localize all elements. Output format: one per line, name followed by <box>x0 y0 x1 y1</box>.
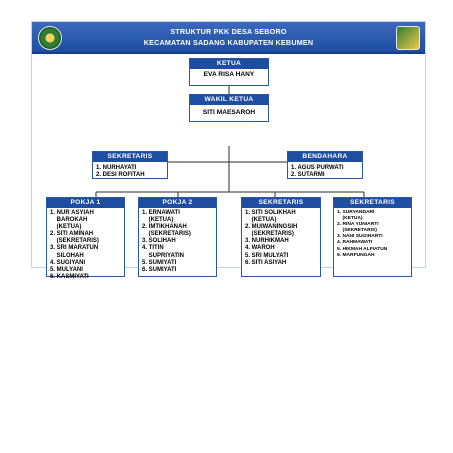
group-member: 1. NUR ASYIAH BAROKAH (KETUA) <box>50 210 94 231</box>
ketua-box <box>189 58 269 86</box>
group-member: 2. MUIWANINGSIH (SEKRETARIS) <box>245 224 298 238</box>
sekretaris-member: 2. DESI ROFITAH <box>96 172 145 179</box>
bendahara-member: 2. SUTARMI <box>291 172 325 179</box>
group-member-list <box>50 210 121 281</box>
group-member: 4. SUGIYANI <box>50 259 86 266</box>
group-member: 3. NURHIKMAH <box>245 238 289 245</box>
district-emblem-icon <box>38 26 62 50</box>
group-box-pokja-2 <box>138 197 217 277</box>
bendahara-box <box>287 151 363 179</box>
group-member: 2. IMTIKHANAH (SEKRETARIS) <box>142 224 191 238</box>
bendahara-member: 1. AGUS PURWATI <box>291 165 344 171</box>
group-member: 6. MARFUNGAH <box>337 252 375 258</box>
group-member: 5. SUMIYATI <box>142 259 177 266</box>
group-member: 4. WAROH <box>245 245 275 252</box>
org-chart-poster <box>31 21 426 280</box>
group-label: POKJA 1 <box>47 198 124 208</box>
chart-body <box>32 54 425 280</box>
group-member: 5. HIKMAH ALFIATUN <box>337 246 388 252</box>
chart-subtitle: KECAMATAN SADANG KABUPATEN KEBUMEN <box>143 38 314 47</box>
group-member: 6. SUMIYATI <box>142 266 177 273</box>
group-member-list <box>337 210 408 259</box>
ketua-label: KETUA <box>190 59 268 69</box>
group-member-list <box>245 210 317 267</box>
group-member: 6. KASMIYATI <box>50 273 89 280</box>
group-box-4 <box>333 197 412 277</box>
group-label: POKJA 2 <box>139 198 216 208</box>
group-member: 2. RINA YUNIARTI (SEKRETARIS) <box>337 222 379 234</box>
group-member: 1. ERNAWATI (KETUA) <box>142 210 180 224</box>
chart-title: STRUKTUR PKK DESA SEBORO <box>170 27 287 36</box>
sekretaris-list <box>96 165 164 179</box>
group-member-list <box>142 210 213 274</box>
group-member: 5. SRI MULYATI <box>245 252 289 259</box>
group-member: 3. SRI MARATUN SILOHAH <box>50 245 99 259</box>
wakil-ketua-label: WAKIL KETUA <box>190 95 268 105</box>
wakil-ketua-box <box>189 94 269 122</box>
pkk-logo-icon <box>396 26 420 50</box>
group-member: 6. SITI ASIYAH <box>245 259 287 266</box>
group-member: 1. SITI SOLIKHAH (KETUA) <box>245 210 296 224</box>
group-label: SEKRETARIS <box>242 198 320 208</box>
group-label: SEKRETARIS <box>334 198 411 208</box>
group-member: 1. SURYANDARI (KETUA) <box>337 210 375 222</box>
group-member: 2. SITI AMINAH (SEKRETARIS) <box>50 231 99 245</box>
header-band <box>32 22 425 54</box>
group-member: 3. NANI SUGIHARTI <box>337 234 383 240</box>
group-member: 5. MULYANI <box>50 266 83 273</box>
wakil-ketua-name: SITI MAESAROH <box>202 109 256 116</box>
ketua-name: EVA RISA HANY <box>203 71 255 78</box>
bendahara-label: BENDAHARA <box>288 152 362 162</box>
group-member: 4. TITIN SUPRIYATIN <box>142 245 185 259</box>
group-box-pokja-1 <box>46 197 125 280</box>
sekretaris-box <box>92 151 168 179</box>
group-box-3 <box>241 197 321 277</box>
sekretaris-member: 1. NURHAYATI <box>96 165 137 171</box>
group-member: 3. SOLIHAH <box>142 238 176 245</box>
bendahara-list <box>291 165 359 179</box>
group-member: 4. RAHMAWATI <box>337 240 373 246</box>
sekretaris-label: SEKRETARIS <box>93 152 167 162</box>
